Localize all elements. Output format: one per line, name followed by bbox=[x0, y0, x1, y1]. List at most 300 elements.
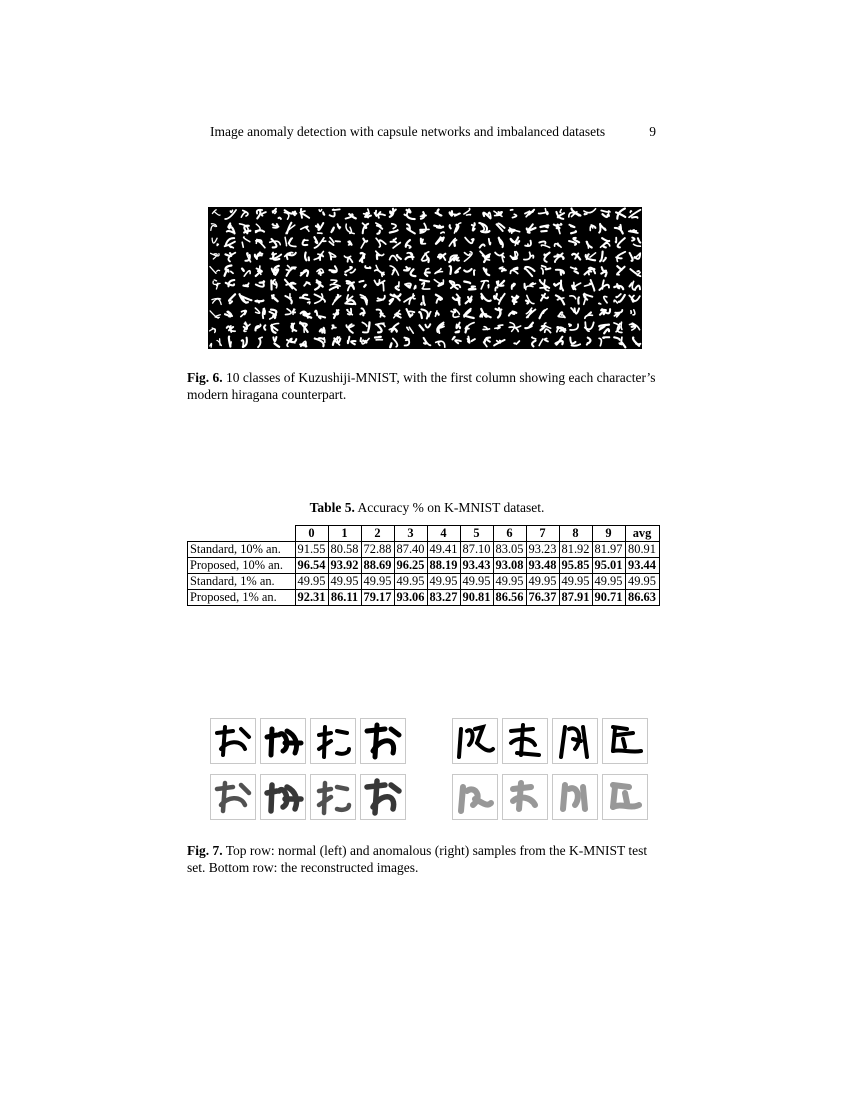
column-header: 0 bbox=[295, 526, 328, 542]
character-stroke bbox=[514, 326, 520, 328]
character-stroke bbox=[558, 213, 564, 217]
row-label: Proposed, 1% an. bbox=[188, 590, 296, 606]
character-stroke bbox=[407, 216, 415, 220]
character-stroke bbox=[574, 283, 580, 289]
column-header: avg bbox=[625, 526, 659, 542]
character-stroke bbox=[575, 308, 580, 313]
character-stroke bbox=[285, 237, 286, 245]
character-stroke bbox=[455, 340, 461, 343]
character-stroke bbox=[633, 310, 635, 315]
character-stroke bbox=[228, 223, 231, 227]
character-stroke bbox=[304, 283, 306, 286]
character-stroke bbox=[591, 280, 595, 291]
character-stroke bbox=[599, 303, 601, 304]
column-header: 5 bbox=[460, 526, 493, 542]
anomalous-sample-image bbox=[452, 718, 498, 764]
character-stroke bbox=[331, 280, 337, 283]
table-cell: 79.17 bbox=[361, 590, 394, 606]
character-stroke bbox=[603, 214, 608, 217]
table-cell: 86.11 bbox=[328, 590, 361, 606]
character-stroke bbox=[363, 239, 367, 242]
character-stroke bbox=[331, 228, 333, 233]
character-stroke bbox=[305, 253, 306, 261]
character-stroke bbox=[532, 337, 536, 339]
character-stroke bbox=[300, 298, 309, 300]
table-cell: 80.91 bbox=[625, 542, 659, 558]
anomalous-reconstruction-image bbox=[602, 774, 648, 820]
character-stroke bbox=[332, 325, 333, 327]
table-cell: 49.95 bbox=[427, 574, 460, 590]
table-cell: 86.56 bbox=[493, 590, 526, 606]
table-cell: 49.95 bbox=[526, 574, 559, 590]
character-stroke bbox=[210, 311, 218, 318]
character-stroke bbox=[429, 312, 431, 317]
anomalous-sample-image bbox=[502, 718, 548, 764]
table-cell: 49.95 bbox=[394, 574, 427, 590]
character-stroke bbox=[570, 296, 576, 299]
character-stroke bbox=[633, 338, 639, 346]
character-stroke bbox=[364, 285, 366, 287]
character-stroke bbox=[455, 268, 460, 273]
character-stroke bbox=[421, 303, 422, 305]
character-stroke bbox=[393, 243, 400, 248]
character-stroke bbox=[601, 272, 606, 276]
character-stroke bbox=[602, 238, 609, 241]
table-cell: 93.44 bbox=[625, 558, 659, 574]
character-stroke bbox=[214, 280, 216, 281]
character-stroke bbox=[425, 324, 430, 327]
character-stroke bbox=[348, 337, 350, 344]
character-stroke bbox=[571, 267, 577, 269]
kmnist-class-grid-image bbox=[208, 207, 642, 349]
normal-reconstruction-image bbox=[360, 774, 406, 820]
table-cell: 93.23 bbox=[526, 542, 559, 558]
table-cell: 87.40 bbox=[394, 542, 427, 558]
table-cell: 93.43 bbox=[460, 558, 493, 574]
character-stroke bbox=[227, 231, 233, 233]
character-stroke bbox=[273, 337, 276, 341]
character-stroke bbox=[409, 327, 413, 333]
normal-reconstruction-image bbox=[310, 774, 356, 820]
character-stroke bbox=[499, 267, 504, 269]
character-stroke bbox=[391, 242, 397, 243]
character-stroke bbox=[217, 270, 220, 271]
character-stroke bbox=[469, 289, 476, 290]
accuracy-table bbox=[187, 525, 660, 606]
character-stroke bbox=[392, 269, 395, 275]
table-cell: 93.06 bbox=[394, 590, 427, 606]
table-5-caption bbox=[187, 500, 667, 516]
character-stroke bbox=[306, 282, 310, 285]
character-stroke bbox=[330, 284, 340, 286]
table-cell: 49.95 bbox=[592, 574, 625, 590]
character-stroke bbox=[213, 299, 222, 305]
character-stroke bbox=[377, 325, 382, 333]
character-stroke bbox=[545, 329, 551, 332]
character-stroke bbox=[390, 211, 392, 213]
character-stroke bbox=[590, 253, 596, 257]
character-stroke bbox=[368, 322, 369, 330]
character-stroke bbox=[225, 270, 229, 276]
character-stroke bbox=[320, 329, 323, 332]
character-stroke bbox=[526, 301, 528, 304]
character-stroke bbox=[359, 281, 363, 282]
character-stroke bbox=[632, 217, 637, 218]
character-stroke bbox=[539, 241, 545, 243]
character-stroke bbox=[393, 338, 398, 346]
table-corner-cell bbox=[188, 526, 296, 542]
character-stroke bbox=[599, 285, 609, 290]
table-cell: 87.10 bbox=[460, 542, 493, 558]
table-cell: 49.95 bbox=[493, 574, 526, 590]
character-stroke bbox=[441, 232, 444, 233]
character-stroke bbox=[347, 295, 353, 300]
table-row bbox=[188, 574, 660, 590]
character-stroke bbox=[472, 286, 475, 288]
figure-7-caption bbox=[187, 842, 667, 876]
character-stroke bbox=[243, 286, 248, 287]
column-header: 1 bbox=[328, 526, 361, 542]
character-stroke bbox=[451, 310, 455, 313]
character-stroke bbox=[257, 211, 260, 218]
table-cell: 88.19 bbox=[427, 558, 460, 574]
character-stroke bbox=[634, 244, 641, 246]
normal-sample-image bbox=[360, 718, 406, 764]
character-stroke bbox=[638, 238, 640, 242]
character-stroke bbox=[466, 326, 468, 332]
character-stroke bbox=[489, 239, 491, 245]
character-stroke bbox=[329, 253, 331, 260]
character-stroke bbox=[345, 267, 352, 272]
character-stroke bbox=[378, 214, 385, 218]
character-stroke bbox=[324, 338, 325, 342]
character-stroke bbox=[258, 338, 261, 347]
table-cell: 96.25 bbox=[394, 558, 427, 574]
character-stroke bbox=[616, 294, 621, 297]
character-stroke bbox=[363, 331, 368, 333]
character-stroke bbox=[455, 331, 459, 332]
character-stroke bbox=[324, 328, 325, 333]
character-stroke bbox=[242, 340, 244, 347]
character-stroke bbox=[614, 300, 617, 303]
table-cell: 88.69 bbox=[361, 558, 394, 574]
table-cell: 93.48 bbox=[526, 558, 559, 574]
character-stroke bbox=[434, 226, 443, 228]
character-stroke bbox=[525, 268, 532, 276]
character-stroke bbox=[422, 288, 430, 289]
table-5-label: Table 5. bbox=[309, 500, 355, 515]
character-stroke bbox=[530, 283, 535, 285]
character-stroke bbox=[541, 268, 543, 274]
character-stroke bbox=[483, 329, 489, 330]
character-stroke bbox=[554, 284, 555, 286]
character-stroke bbox=[377, 231, 379, 234]
character-stroke bbox=[473, 226, 475, 231]
column-header: 9 bbox=[592, 526, 625, 542]
character-stroke bbox=[242, 269, 244, 271]
character-stroke bbox=[390, 256, 398, 261]
character-stroke bbox=[421, 215, 426, 216]
character-stroke bbox=[256, 224, 261, 231]
character-stroke bbox=[495, 287, 497, 290]
character-stroke bbox=[542, 266, 546, 267]
table-cell: 96.54 bbox=[295, 558, 328, 574]
character-stroke bbox=[303, 295, 308, 297]
character-stroke bbox=[229, 294, 235, 301]
table-cell: 49.95 bbox=[328, 574, 361, 590]
character-stroke bbox=[364, 209, 369, 214]
character-stroke bbox=[264, 325, 265, 330]
character-stroke bbox=[637, 271, 639, 272]
character-stroke bbox=[599, 326, 605, 330]
figure-6-caption-text: 10 classes of Kuzushiji-MNIST, with the first column showing each character’s modern hiragana counterpart. bbox=[187, 370, 656, 402]
character-stroke bbox=[488, 285, 489, 288]
character-stroke bbox=[231, 271, 233, 273]
character-stroke bbox=[405, 284, 410, 287]
normal-sample-image bbox=[310, 718, 356, 764]
anomalous-reconstruction-image bbox=[552, 774, 598, 820]
character-stroke bbox=[260, 281, 265, 282]
character-stroke bbox=[510, 270, 517, 273]
column-header: 6 bbox=[493, 526, 526, 542]
character-stroke bbox=[361, 241, 365, 248]
character-stroke bbox=[545, 227, 548, 228]
row-label: Standard, 10% an. bbox=[188, 542, 296, 558]
normal-reconstruction-image bbox=[210, 774, 256, 820]
character-stroke bbox=[360, 313, 363, 316]
table-cell: 81.97 bbox=[592, 542, 625, 558]
character-stroke bbox=[338, 226, 340, 227]
figure-7-caption-text: Top row: normal (left) and anomalous (right) samples from the K-MNIST test set. Bottom row: the reconstructed images. bbox=[187, 843, 648, 875]
character-stroke bbox=[272, 239, 277, 247]
character-stroke bbox=[480, 244, 485, 247]
table-cell: 49.41 bbox=[427, 542, 460, 558]
table-cell: 87.91 bbox=[559, 590, 592, 606]
character-stroke bbox=[274, 343, 279, 346]
table-cell: 93.92 bbox=[328, 558, 361, 574]
character-stroke bbox=[425, 272, 430, 276]
character-stroke bbox=[392, 224, 396, 229]
character-stroke bbox=[420, 325, 424, 330]
character-stroke bbox=[599, 325, 609, 327]
figure-6-caption bbox=[187, 369, 667, 403]
character-stroke bbox=[229, 246, 233, 248]
character-stroke bbox=[532, 341, 536, 347]
table-cell: 49.95 bbox=[625, 574, 659, 590]
character-stroke bbox=[210, 267, 216, 274]
table-cell: 49.95 bbox=[559, 574, 592, 590]
character-stroke bbox=[499, 341, 500, 343]
character-stroke bbox=[541, 231, 546, 232]
column-header: 2 bbox=[361, 526, 394, 542]
character-stroke bbox=[513, 214, 517, 217]
character-stroke bbox=[438, 257, 441, 259]
character-stroke bbox=[256, 241, 265, 248]
character-stroke bbox=[546, 268, 551, 269]
normal-sample-image bbox=[260, 718, 306, 764]
character-stroke bbox=[525, 212, 529, 217]
character-stroke bbox=[632, 238, 634, 241]
character-stroke bbox=[210, 343, 212, 347]
character-stroke bbox=[604, 296, 607, 302]
character-stroke bbox=[541, 326, 545, 330]
table-cell: 86.63 bbox=[625, 590, 659, 606]
anomalous-sample-image bbox=[602, 718, 648, 764]
character-stroke bbox=[621, 322, 622, 329]
table-cell: 95.01 bbox=[592, 558, 625, 574]
character-stroke bbox=[420, 280, 429, 282]
character-stroke bbox=[213, 281, 220, 284]
character-stroke bbox=[588, 271, 591, 274]
column-header: 8 bbox=[559, 526, 592, 542]
figure-7-label: Fig. 7. bbox=[187, 843, 223, 858]
character-stroke bbox=[437, 298, 441, 302]
character-stroke bbox=[601, 211, 607, 212]
table-header-row bbox=[188, 526, 660, 542]
character-stroke bbox=[502, 256, 504, 262]
character-stroke bbox=[345, 274, 346, 275]
character-stroke bbox=[524, 252, 530, 259]
character-stroke bbox=[289, 239, 292, 244]
character-stroke bbox=[303, 315, 311, 318]
character-stroke bbox=[423, 296, 425, 305]
character-stroke bbox=[457, 258, 459, 261]
character-stroke bbox=[465, 253, 471, 256]
table-row bbox=[188, 542, 660, 558]
character-stroke bbox=[482, 296, 483, 298]
character-stroke bbox=[516, 341, 519, 344]
character-stroke bbox=[599, 338, 601, 346]
character-stroke bbox=[453, 313, 459, 317]
character-stroke bbox=[399, 282, 400, 287]
character-stroke bbox=[574, 271, 578, 273]
character-stroke bbox=[603, 337, 609, 338]
character-stroke bbox=[319, 210, 322, 212]
page-number: 9 bbox=[649, 124, 656, 139]
character-stroke bbox=[602, 267, 604, 271]
character-stroke bbox=[335, 241, 340, 242]
table-cell: 91.55 bbox=[295, 542, 328, 558]
character-stroke bbox=[230, 301, 232, 303]
character-stroke bbox=[498, 325, 503, 326]
character-stroke bbox=[244, 271, 250, 277]
table-row bbox=[188, 590, 660, 606]
character-stroke bbox=[635, 286, 640, 290]
character-stroke bbox=[220, 339, 221, 345]
character-stroke bbox=[411, 269, 416, 276]
character-stroke bbox=[304, 328, 305, 333]
table-cell: 83.27 bbox=[427, 590, 460, 606]
character-stroke bbox=[481, 281, 484, 289]
character-stroke bbox=[350, 269, 355, 272]
character-stroke bbox=[316, 224, 320, 228]
character-stroke bbox=[480, 251, 486, 257]
character-stroke bbox=[569, 225, 574, 227]
character-stroke bbox=[305, 227, 309, 231]
character-stroke bbox=[344, 256, 350, 258]
character-stroke bbox=[558, 244, 560, 246]
character-stroke bbox=[541, 245, 549, 247]
character-stroke bbox=[230, 210, 232, 212]
character-stroke bbox=[211, 226, 216, 231]
character-stroke bbox=[394, 238, 396, 240]
character-stroke bbox=[308, 302, 310, 304]
character-stroke bbox=[212, 238, 217, 243]
character-stroke bbox=[502, 270, 506, 271]
character-stroke bbox=[333, 266, 337, 272]
character-stroke bbox=[315, 311, 317, 316]
running-header bbox=[210, 124, 656, 142]
table-row bbox=[188, 558, 660, 574]
column-header: 4 bbox=[427, 526, 460, 542]
character-stroke bbox=[482, 231, 489, 232]
character-stroke bbox=[450, 214, 457, 215]
character-stroke bbox=[450, 266, 451, 274]
character-stroke bbox=[255, 308, 259, 313]
character-stroke bbox=[377, 310, 382, 317]
character-stroke bbox=[452, 337, 454, 340]
character-stroke bbox=[319, 316, 325, 318]
character-stroke bbox=[272, 253, 276, 255]
character-stroke bbox=[279, 218, 281, 219]
character-stroke bbox=[630, 253, 633, 261]
character-stroke bbox=[585, 283, 592, 286]
character-stroke bbox=[376, 265, 384, 272]
character-stroke bbox=[614, 337, 620, 340]
normal-reconstruction-image bbox=[260, 774, 306, 820]
character-stroke bbox=[630, 283, 632, 286]
character-stroke bbox=[397, 255, 401, 259]
character-stroke bbox=[474, 270, 475, 275]
character-stroke bbox=[333, 209, 340, 210]
character-stroke bbox=[257, 301, 259, 303]
character-stroke bbox=[407, 327, 409, 330]
character-stroke bbox=[390, 230, 398, 232]
character-stroke bbox=[578, 297, 579, 303]
character-stroke bbox=[585, 214, 587, 215]
anomalous-reconstruction-image bbox=[502, 774, 548, 820]
character-stroke bbox=[286, 309, 292, 315]
character-stroke bbox=[407, 228, 415, 233]
character-stroke bbox=[230, 342, 231, 347]
anomalous-sample-image bbox=[552, 718, 598, 764]
character-stroke bbox=[244, 237, 250, 242]
character-stroke bbox=[590, 226, 593, 230]
character-stroke bbox=[617, 253, 623, 261]
character-stroke bbox=[435, 311, 437, 316]
character-stroke bbox=[467, 214, 471, 215]
table-5-caption-text: Accuracy % on K-MNIST dataset. bbox=[354, 500, 545, 515]
table-cell: 49.95 bbox=[295, 574, 328, 590]
column-header: 3 bbox=[394, 526, 427, 542]
character-stroke bbox=[560, 210, 561, 213]
character-stroke bbox=[557, 283, 561, 289]
character-stroke bbox=[616, 238, 617, 243]
character-stroke bbox=[630, 231, 636, 232]
character-stroke bbox=[603, 258, 606, 261]
table-cell: 72.88 bbox=[361, 542, 394, 558]
character-stroke bbox=[465, 238, 473, 244]
character-stroke bbox=[318, 338, 323, 339]
table-cell: 83.05 bbox=[493, 542, 526, 558]
character-stroke bbox=[348, 258, 353, 262]
table-cell: 93.08 bbox=[493, 558, 526, 574]
character-stroke bbox=[511, 237, 519, 242]
row-label: Standard, 1% an. bbox=[188, 574, 296, 590]
character-stroke bbox=[495, 328, 500, 329]
character-stroke bbox=[464, 209, 470, 215]
character-stroke bbox=[600, 252, 603, 262]
